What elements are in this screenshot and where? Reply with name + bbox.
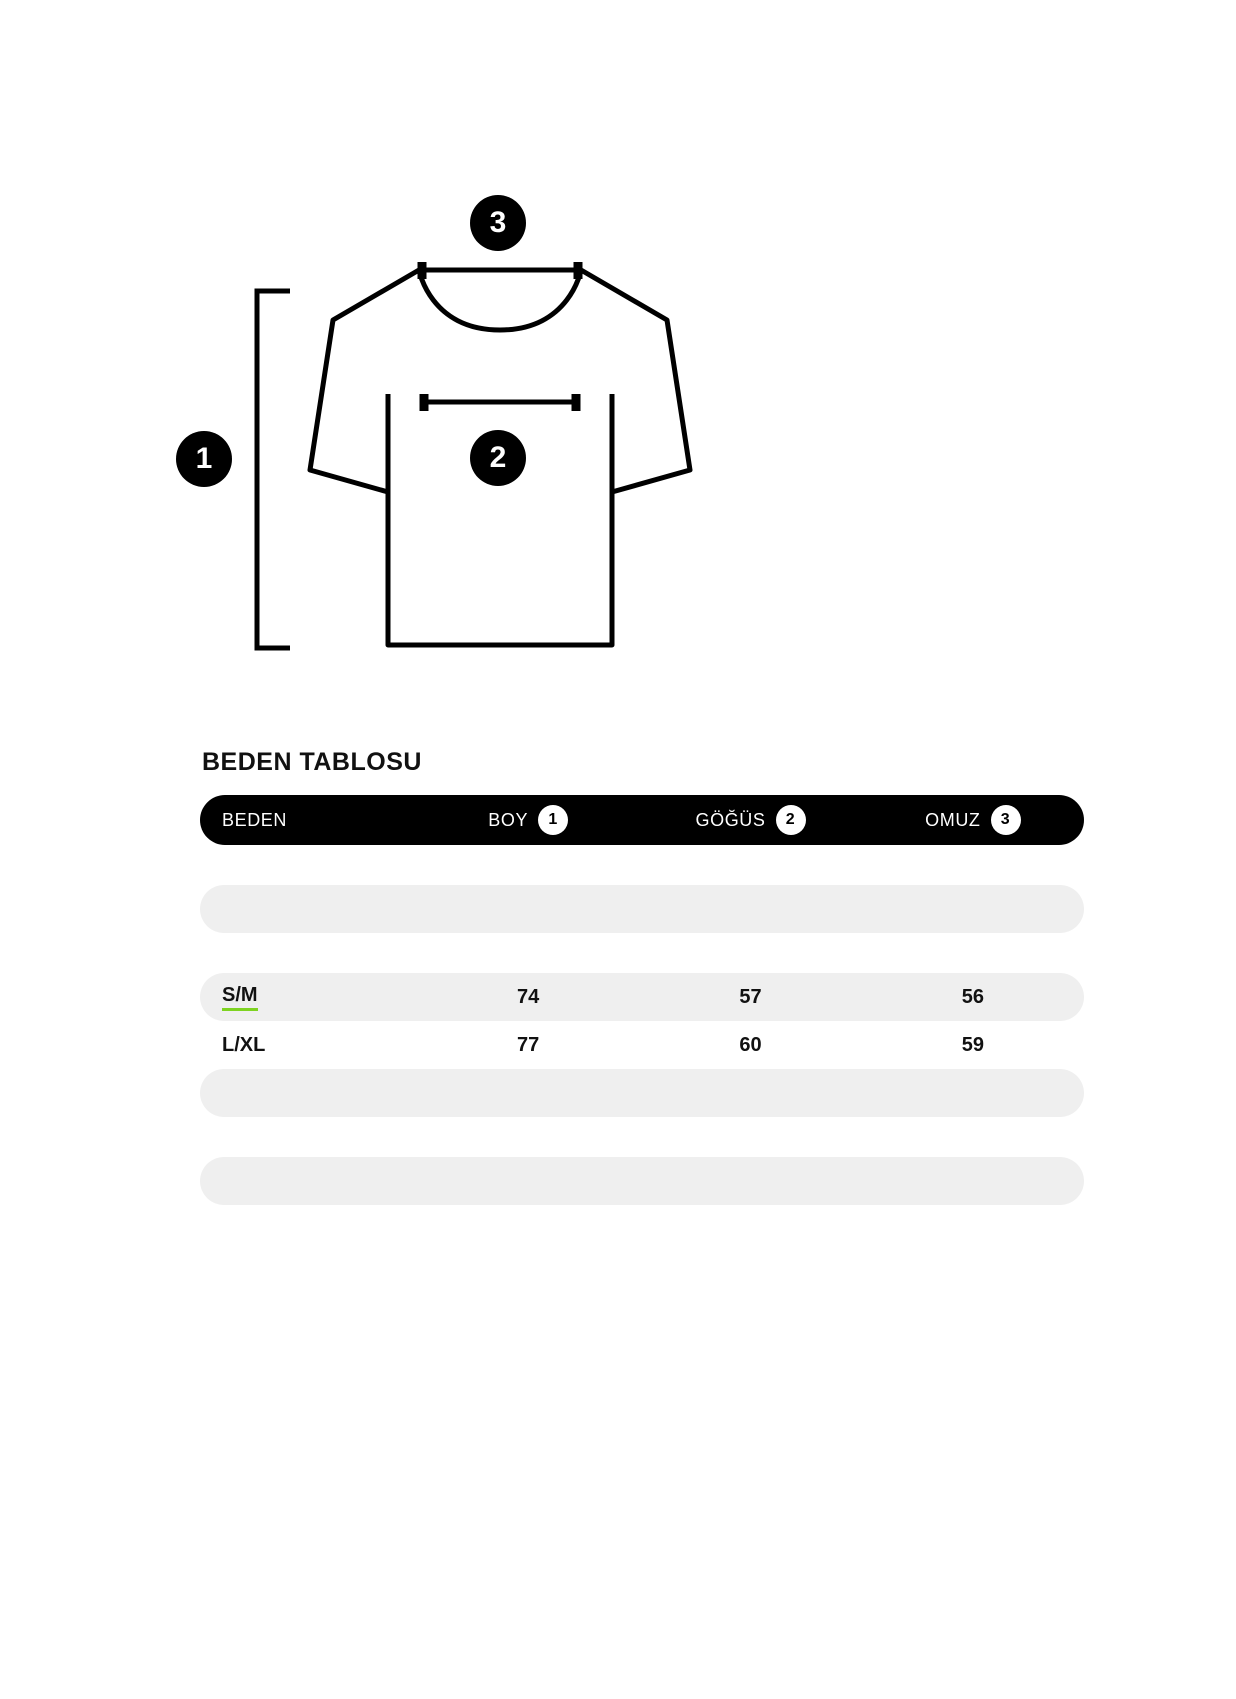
column-header-gogus-label: GÖĞÜS <box>695 809 766 830</box>
marker-badge-1: 1 <box>176 431 232 487</box>
column-badge-3: 3 <box>991 805 1021 835</box>
tshirt-illustration <box>0 0 1236 720</box>
column-header-boy-label: BOY <box>488 809 529 830</box>
placeholder-row-top <box>200 885 1084 933</box>
size-guide-diagram <box>0 0 1236 720</box>
column-header-boy <box>417 805 639 835</box>
cell-omuz: 59 <box>961 1033 984 1056</box>
marker-badge-3: 3 <box>470 195 526 251</box>
column-header-omuz <box>862 805 1084 835</box>
column-header-omuz-label: OMUZ <box>925 809 981 830</box>
spacer <box>200 845 1084 885</box>
size-label-lxl: L/XL <box>222 1033 266 1056</box>
spacer <box>200 933 1084 973</box>
page-title: BEDEN TABLOSU <box>202 748 422 776</box>
table-row[interactable] <box>200 973 1084 1021</box>
column-badge-1: 1 <box>538 805 568 835</box>
column-header-beden-label: BEDEN <box>222 809 288 830</box>
column-header-beden <box>200 810 417 831</box>
table-header-row <box>200 795 1084 845</box>
table-row[interactable] <box>200 1021 1084 1069</box>
cell-gogus: 57 <box>739 985 762 1008</box>
cell-boy: 74 <box>517 985 540 1008</box>
cell-omuz: 56 <box>961 985 984 1008</box>
column-header-gogus <box>639 805 861 835</box>
cell-boy: 77 <box>517 1033 540 1056</box>
spacer <box>200 1117 1084 1157</box>
column-badge-2: 2 <box>776 805 806 835</box>
placeholder-row-middle <box>200 1069 1084 1117</box>
size-label-sm: S/M <box>222 984 258 1011</box>
cell-beden <box>200 984 417 1011</box>
placeholder-row-bottom <box>200 1157 1084 1205</box>
cell-beden <box>200 1034 417 1057</box>
marker-badge-2: 2 <box>470 430 526 486</box>
cell-gogus: 60 <box>739 1033 762 1056</box>
size-table-section <box>200 748 1084 1205</box>
